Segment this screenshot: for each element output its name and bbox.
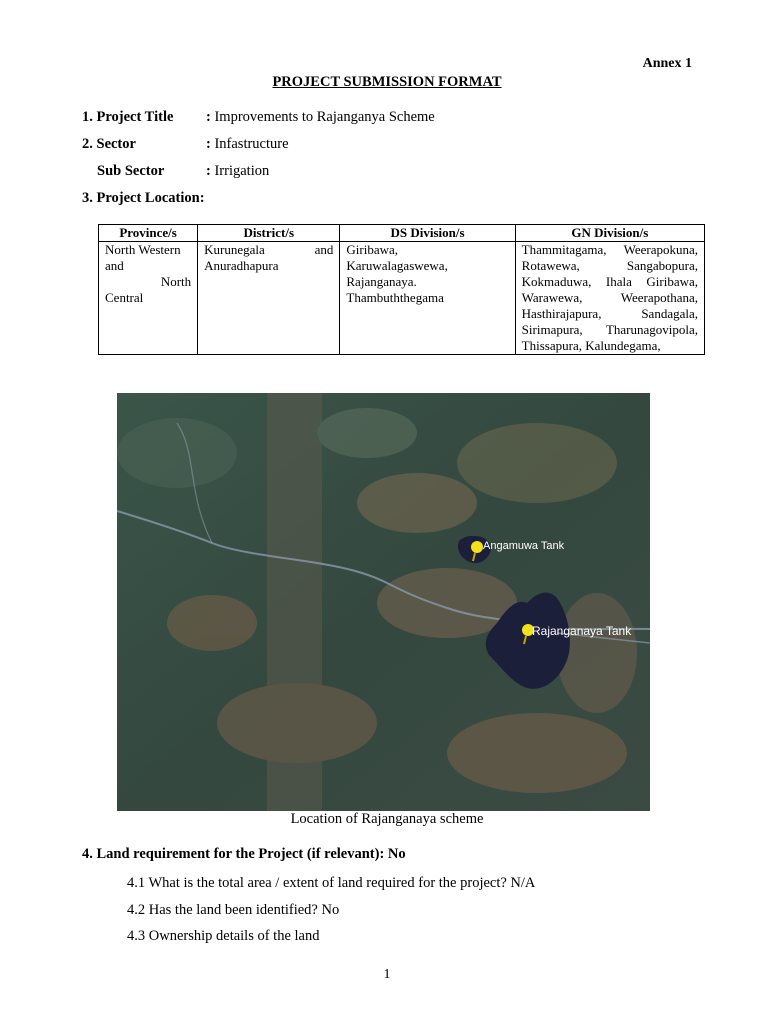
colon: : (206, 136, 211, 152)
gn-word: Kokmaduwa, (521, 274, 592, 289)
gn-word: Rotawewa, (521, 258, 580, 273)
sector-text: Infastructure (214, 136, 289, 152)
gn-line (522, 306, 698, 322)
sector-value (206, 136, 289, 153)
province-line: and (105, 258, 124, 273)
sub-sector-label: Sub Sector (97, 163, 165, 179)
header-ds-division: DS Division/s (340, 225, 515, 242)
satellite-map-image (117, 393, 650, 811)
gn-word: Sangabopura, (626, 258, 698, 273)
gn-word: Ihala (605, 274, 632, 289)
sub-sector-value (206, 163, 269, 180)
gn-line (522, 274, 698, 290)
gn-line (522, 258, 698, 274)
colon: : (206, 109, 211, 125)
header-province: Province/s (99, 225, 198, 242)
gn-word: Sandagala, (641, 306, 698, 321)
question-4-2: 4.2 Has the land been identified? No (127, 902, 340, 918)
gn-word: Giribawa, (646, 274, 698, 289)
gn-line (522, 242, 698, 258)
location-table (98, 224, 705, 355)
project-title-text: Improvements to Rajanganya Scheme (214, 109, 435, 125)
sub-sector-text: Irrigation (214, 163, 270, 179)
rajanganaya-pin-label: Rajanganaya Tank (532, 624, 632, 638)
gn-word: Thammitagama, (521, 242, 607, 257)
province-line: Central (105, 290, 144, 305)
ds-line: Rajanganaya. (346, 274, 417, 289)
table-row (99, 242, 705, 355)
gn-word: Warawewa, (521, 290, 583, 305)
gn-word: Sirimapura, (521, 322, 583, 337)
header-gn-division: GN Division/s (515, 225, 704, 242)
ds-division-cell (340, 242, 515, 355)
gn-word: Hasthirajapura, (521, 306, 602, 321)
gn-word: Weerapokuna, (623, 242, 698, 257)
ds-line: Giribawa, (346, 242, 399, 257)
page-number: 1 (383, 967, 391, 982)
gn-line: Thissapura, Kalundegama, (521, 338, 661, 353)
annex-label: Annex 1 (642, 56, 692, 71)
district-word: and (314, 242, 334, 257)
district-word: Kurunegala (204, 242, 265, 257)
gn-word: Weerapothana, (620, 290, 698, 305)
sector-label: 2. Sector (82, 136, 136, 152)
gn-line (522, 290, 698, 306)
map-caption: Location of Rajanganaya scheme (290, 811, 484, 827)
table-header-row (99, 225, 705, 242)
document-title: PROJECT SUBMISSION FORMAT (272, 74, 502, 90)
section-4-heading: 4. Land requirement for the Project (if relevant): No (82, 846, 406, 862)
province-line: North Western (105, 242, 181, 257)
question-4-3: 4.3 Ownership details of the land (127, 928, 320, 944)
province-cell (99, 242, 198, 355)
district-line (204, 242, 333, 258)
ds-line: Thambuththegama (346, 290, 444, 305)
project-title-label: 1. Project Title (82, 109, 174, 125)
angamuwa-pin-label: Angamuwa Tank (483, 540, 565, 552)
gn-line (522, 322, 698, 338)
project-title-value (206, 109, 435, 126)
project-location-label: 3. Project Location: (82, 190, 205, 206)
question-4-1: 4.1 What is the total area / extent of land required for the project? N/A (127, 875, 536, 891)
colon: : (206, 163, 211, 179)
district-line: Anuradhapura (204, 258, 279, 273)
district-cell (198, 242, 340, 355)
ds-line: Karuwalagaswewa, (346, 258, 448, 273)
gn-word: Tharunagovipola, (605, 322, 698, 337)
gn-division-cell (515, 242, 704, 355)
province-line: North (160, 274, 192, 289)
header-district: District/s (198, 225, 340, 242)
